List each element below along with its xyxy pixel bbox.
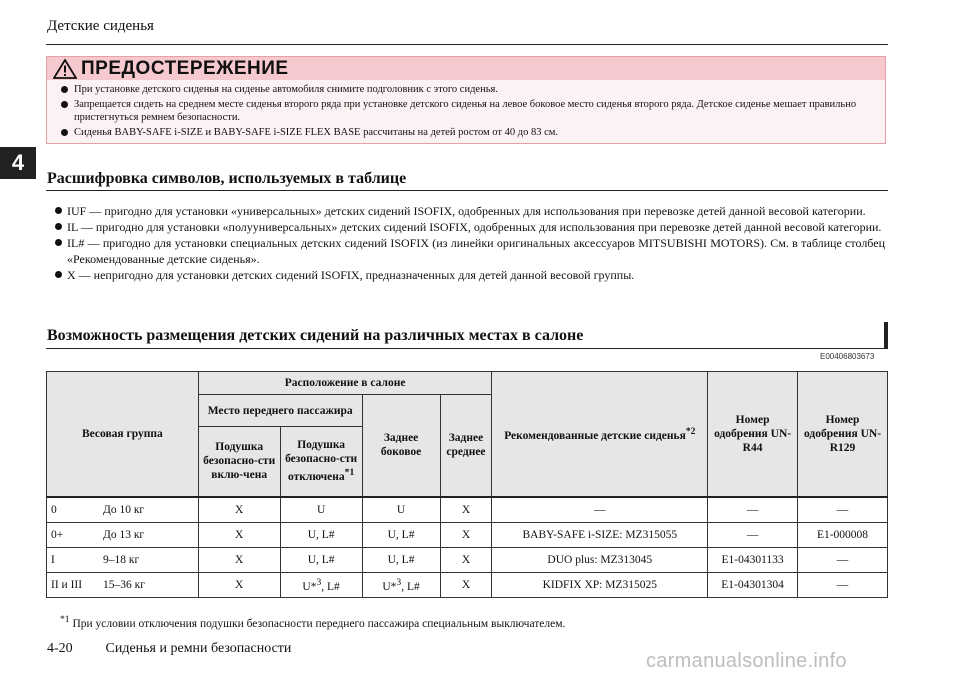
table-row [47, 547, 888, 572]
legend-item-il-hash: IL# — пригодно для установки специальных детских сидений ISOFIX (из линейки оригинальных аксессуаров MITSUBISHI MOTORS). См. в таблице столбец «Рекомендованные детские сиденья». [55, 235, 885, 267]
warning-triangle-icon [53, 59, 77, 79]
legend-list [55, 203, 885, 283]
warning-item: При установке детского сиденья на сиденье автомобиля снимите подголовник с этого сиденья. [61, 83, 875, 96]
warning-item: Запрещается сидеть на среднем месте сиденья второго ряда при установке детского сиденья на левое боковое место сиденья второго ряда. Детское сиденье мешает правильно пристегнуться ремнем безопасности. [61, 98, 875, 124]
cell-rear-middle: X [440, 497, 492, 523]
value-pre: U* [302, 580, 317, 593]
header-rear-middle: Заднее среднее [440, 395, 492, 497]
group-label: 0+ [51, 528, 64, 541]
group-label: I [51, 553, 55, 566]
cell-r129: — [798, 497, 888, 523]
cell-group [47, 572, 199, 597]
header-airbag-off-mark: *1 [344, 467, 355, 479]
footnote [60, 614, 565, 630]
warning-header [47, 57, 885, 80]
header-airbag-off-label: Подушка безопасно-сти отключена [285, 439, 358, 484]
legend-item-il: IL — пригодно для установки «полууниверсальных» детских сидений ISOFIX, одобренных для использования при перевозке детей данной весовой категории. [55, 219, 885, 235]
page-footer [47, 641, 291, 657]
placement-heading-rule [46, 348, 888, 349]
group-label: II и III [51, 578, 83, 591]
cell-recommended: KIDFIX XP: MZ315025 [492, 572, 708, 597]
seat-placement-table [46, 371, 888, 598]
header-rule [46, 44, 888, 45]
weight-label: 15–36 кг [103, 578, 145, 591]
cell-group [47, 547, 199, 572]
header-airbag-off [280, 427, 362, 497]
cell-group [47, 522, 199, 547]
header-recommended [492, 372, 708, 497]
cell-r44: — [708, 497, 798, 523]
header-recommended-label: Рекомендованные детские сиденья [504, 429, 686, 442]
warning-title: ПРЕДОСТЕРЕЖЕНИЕ [81, 57, 289, 79]
cell-recommended: BABY-SAFE i-SIZE: MZ315055 [492, 522, 708, 547]
watermark: carmanualsonline.info [646, 650, 847, 672]
section-title: Сиденья и ремни безопасности [105, 641, 292, 656]
document-code: E00406803673 [820, 352, 875, 361]
header-weight-group: Весовая группа [47, 372, 199, 497]
placement-heading: Возможность размещения детских сидений на различных местах в салоне [47, 327, 584, 344]
warning-list [47, 83, 885, 139]
weight-label: До 10 кг [103, 503, 145, 516]
weight-label: До 13 кг [103, 528, 145, 541]
cell-r44: — [708, 522, 798, 547]
header-recommended-mark: *2 [685, 425, 696, 437]
running-header: Детские сиденья [47, 18, 154, 34]
legend-item-iuf: IUF — пригодно для установки «универсальных» детских сидений ISOFIX, одобренных для использования при перевозке детей данной весовой категории. [55, 203, 885, 219]
cell-airbag-off: U, L# [280, 547, 362, 572]
value-post: , L# [401, 580, 420, 593]
cell-r44: E1-04301133 [708, 547, 798, 572]
value-pre: U* [382, 580, 397, 593]
header-front-passenger: Место переднего пассажира [198, 395, 362, 427]
cell-r129: E1-000008 [798, 522, 888, 547]
warning-box [46, 56, 886, 144]
cell-airbag-on: X [198, 572, 280, 597]
cell-rear-middle: X [440, 547, 492, 572]
header-approval-r44: Номер одобрения UN-R44 [708, 372, 798, 497]
cell-recommended: — [492, 497, 708, 523]
header-approval-r129: Номер одобрения UN-R129 [798, 372, 888, 497]
cell-airbag-on: X [198, 522, 280, 547]
cell-rear-side: U [362, 497, 440, 523]
cell-airbag-off: U [280, 497, 362, 523]
legend-heading-rule [46, 190, 888, 191]
value-post: , L# [321, 580, 340, 593]
cell-airbag-off [280, 572, 362, 597]
footnote-text: При условии отключения подушки безопасности переднего пассажира специальным выключателем. [72, 617, 566, 630]
placement-heading-bar [884, 322, 888, 348]
cell-r129: — [798, 547, 888, 572]
cell-rear-side [362, 572, 440, 597]
table-row [47, 497, 888, 523]
cell-group [47, 497, 199, 523]
chapter-tab: 4 [0, 147, 36, 179]
footnote-mark: *1 [60, 614, 70, 625]
group-label: 0 [51, 503, 57, 516]
header-airbag-on: Подушка безопасно-сти вклю-чена [198, 427, 280, 497]
value-sup: 3 [316, 576, 322, 588]
weight-label: 9–18 кг [103, 553, 140, 566]
cell-recommended: DUO plus: MZ313045 [492, 547, 708, 572]
cell-airbag-on: X [198, 547, 280, 572]
cell-rear-side: U, L# [362, 522, 440, 547]
table-row [47, 522, 888, 547]
header-rear-side: Заднее боковое [362, 395, 440, 497]
cell-r129: — [798, 572, 888, 597]
cell-rear-side: U, L# [362, 547, 440, 572]
warning-item: Сиденья BABY-SAFE i-SIZE и BABY-SAFE i-SIZE FLEX BASE рассчитаны на детей ростом от 40 до 83 см. [61, 126, 875, 139]
legend-item-x: X — непригодно для установки детских сидений ISOFIX, предназначенных для детей данной весовой группы. [55, 267, 885, 283]
page-number: 4-20 [47, 641, 73, 656]
cell-rear-middle: X [440, 572, 492, 597]
cell-airbag-on: X [198, 497, 280, 523]
header-location: Расположение в салоне [198, 372, 492, 395]
cell-airbag-off: U, L# [280, 522, 362, 547]
cell-rear-middle: X [440, 522, 492, 547]
table-row [47, 572, 888, 597]
value-sup: 3 [396, 576, 402, 588]
cell-r44: E1-04301304 [708, 572, 798, 597]
legend-heading: Расшифровка символов, используемых в таблице [47, 170, 407, 187]
